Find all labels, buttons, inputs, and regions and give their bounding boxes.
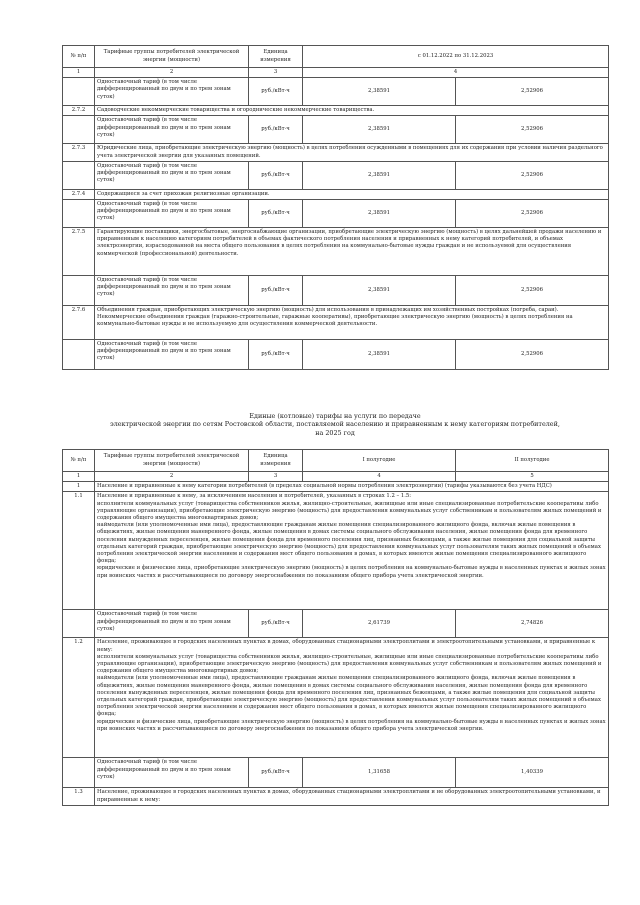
section-text: Гарантирующие поставщики, энергосбытовые, энергоснабжающие организации, приобретающие электрическую энергию (мощность) в целях дальнейшей продажи населению и приравненным к населению категориям потребителей в объемах фактического потребления населения и приравненных к нему категорий потребителей, и объемах электроэнергии, израсходованной на места общего пользования в целях потребления на коммунально-бытовые нужды граждан и не используемой для осуществления коммерческой (профессиональной) деятельности. xyxy=(95,228,609,276)
unit-cell: руб./кВт·ч xyxy=(249,610,303,638)
tariff-label: Одноставочный тариф (в том числе дифференцированный по двум и по трем зонам суток) xyxy=(95,78,249,106)
header-period: с 01.12.2022 по 31.12.2023 xyxy=(303,46,609,68)
unit-cell: руб./кВт·ч xyxy=(249,161,303,189)
section-row xyxy=(63,482,609,492)
tariff-label: Одноставочный тариф (в том числе дифференцированный по двум и по трем зонам суток) xyxy=(95,276,249,306)
header-half1: I полугодие xyxy=(303,450,456,472)
row-number: 1.1 xyxy=(63,492,95,610)
unit-cell: руб./кВт·ч xyxy=(249,200,303,228)
colnum: 5 xyxy=(456,472,609,482)
tariff-row xyxy=(63,200,609,228)
tariff-row xyxy=(63,610,609,638)
tariff-row xyxy=(63,161,609,189)
row-number: 2.7.4 xyxy=(63,189,95,199)
section-text: Содержащиеся за счет прихожан религиозные организации. xyxy=(95,189,609,199)
value-cell: 2,38591 xyxy=(303,161,456,189)
row-number: 2.7.6 xyxy=(63,306,95,340)
header-half2: II полугодие xyxy=(456,450,609,472)
value-cell: 2,52906 xyxy=(456,200,609,228)
unit-cell: руб./кВт·ч xyxy=(249,78,303,106)
header-unit: Единица измерения xyxy=(249,450,303,472)
section-row xyxy=(63,189,609,199)
tariff-label: Одноставочный тариф (в том числе дифференцированный по двум и по трем зонам суток) xyxy=(95,610,249,638)
tariff-label: Одноставочный тариф (в том числе дифференцированный по двум и по трем зонам суток) xyxy=(95,758,249,788)
section-text: Население, проживающее в городских населенных пунктах в домах, оборудованных стационарными электроплитами и не оборудованных электроотопительными установками, и приравненные к нему: xyxy=(95,788,609,805)
value-cell: 2,52906 xyxy=(456,340,609,370)
section-row xyxy=(63,306,609,340)
title-line: электрической энергии по сетям Ростовской области, поставляемой населению и приравненным к нему категориям потребителей, xyxy=(110,420,560,429)
colnum: 4 xyxy=(303,68,609,78)
header-no: № п/п xyxy=(63,450,95,472)
unit-cell: руб./кВт·ч xyxy=(249,116,303,144)
row-number: 2.7.2 xyxy=(63,106,95,116)
section-row xyxy=(63,788,609,805)
row-number: 1.2 xyxy=(63,638,95,758)
section-row xyxy=(63,228,609,276)
tariff-row xyxy=(63,758,609,788)
colnum: 3 xyxy=(249,68,303,78)
tariff-table-2022-2023 xyxy=(62,45,609,370)
header-groups: Тарифные группы потребителей электрической энергии (мощности) xyxy=(95,450,249,472)
value-cell: 2,38591 xyxy=(303,78,456,106)
value-cell: 1,31658 xyxy=(303,758,456,788)
value-cell: 2,38591 xyxy=(303,116,456,144)
section-row xyxy=(63,144,609,161)
colnum: 4 xyxy=(303,472,456,482)
row-number: 1 xyxy=(63,482,95,492)
section-row xyxy=(63,492,609,610)
tariff-row xyxy=(63,78,609,106)
tariff-row xyxy=(63,340,609,370)
header-no: № п/п xyxy=(63,46,95,68)
value-cell: 2,52906 xyxy=(456,161,609,189)
title-line: на 2025 год xyxy=(315,428,355,437)
tariff-row xyxy=(63,276,609,306)
tariff-label: Одноставочный тариф (в том числе дифференцированный по двум и по трем зонам суток) xyxy=(95,161,249,189)
section-text: Объединения граждан, приобретающих электрическую энергию (мощность) для использования в принадлежащих им хозяйственных постройках (погреба, сараи). Некоммерческие объединения граждан (гаражно-строительные, гаражные кооперативы), приобретающие электрическую энергию (мощность) в целях потребления на коммунально-бытовые нужды и не используемую для осуществления коммерческой деятельности. xyxy=(95,306,609,340)
colnum: 2 xyxy=(95,68,249,78)
header-unit: Единица измерения xyxy=(249,46,303,68)
section-text: Юридические лица, приобретающие электрическую энергию (мощность) в целях потребления осужденными в помещениях для их содержания при условии наличия раздельного учета электрической энергии для указанных помещений. xyxy=(95,144,609,161)
section-row xyxy=(63,106,609,116)
value-cell: 2,52906 xyxy=(456,276,609,306)
table-header-row xyxy=(63,450,609,472)
colnum: 1 xyxy=(63,68,95,78)
column-numbers-row xyxy=(63,68,609,78)
unit-cell: руб./кВт·ч xyxy=(249,758,303,788)
row-number: 1.3 xyxy=(63,788,95,805)
unit-cell: руб./кВт·ч xyxy=(249,340,303,370)
unit-cell: руб./кВт·ч xyxy=(249,276,303,306)
value-cell: 2,38591 xyxy=(303,340,456,370)
tariff-label: Одноставочный тариф (в том числе дифференцированный по двум и по трем зонам суток) xyxy=(95,340,249,370)
section-text: Население и приравненные к нему категории потребителей (в пределах социальной нормы потребления электроэнергии) (тарифы указываются без учета НДС) xyxy=(95,482,609,492)
table-header-row xyxy=(63,46,609,68)
section-row xyxy=(63,638,609,758)
title-line: Единые (котловые) тарифы на услуги по передаче xyxy=(249,412,421,420)
tariff-label: Одноставочный тариф (в том числе дифференцированный по двум и по трем зонам суток) xyxy=(95,200,249,228)
tariff-table-2025 xyxy=(62,449,609,806)
section-text: Население и приравненные к нему, за исключением населения и потребителей, указанных в строках 1.2 – 1.5: исполнители коммунальных услуг (товарищества собственников жилья, жилищно-строительные, жилищные или иные специализированные потребительские кооперативы либо управляющие организации), приобретающие электрическую энергию (мощность) для предоставления коммунальных услуг собственникам и пользователям жилых помещений и содержания общего имущества многоквартирных домов; наймодатели (или уполномоченные ими лица), предоставляющие гражданам жилые помещения специализированного жилищного фонда, включая жилые помещения в общежитиях, жилые помещения маневренного фонда, жилые помещения в домах системы социального обслуживания населения, жилые помещения фонда для временного поселения вынужденных переселенцев, жилые помещения фонда для временного поселения лиц, признанных беженцами, а также жилые помещения для социальной защиты отдельных категорий граждан, приобретающие электрическую энергию (мощность) для предоставления коммунальных услуг пользователям таких жилых помещений в объемах потребления электрической энергии населением и содержания мест общего пользования в домах, в которых имеются жилые помещения специализированного жилищного фонда; юридические и физические лица, приобретающие электрическую энергию (мощность) в целях потребления на коммунально-бытовые нужды в населенных пунктах и жилых зонах при воинских частях и рассчитывающиеся по договору энергоснабжения по показаниям общего прибора учета электрической энергии. xyxy=(95,492,609,610)
value-cell: 2,38591 xyxy=(303,200,456,228)
section-title xyxy=(62,412,608,437)
colnum: 3 xyxy=(249,472,303,482)
value-cell: 2,52906 xyxy=(456,116,609,144)
colnum: 1 xyxy=(63,472,95,482)
value-cell: 2,74826 xyxy=(456,610,609,638)
header-groups: Тарифные группы потребителей электрической энергии (мощности) xyxy=(95,46,249,68)
tariff-label: Одноставочный тариф (в том числе дифференцированный по двум и по трем зонам суток) xyxy=(95,116,249,144)
value-cell: 1,40339 xyxy=(456,758,609,788)
colnum: 2 xyxy=(95,472,249,482)
section-text: Население, проживающее в городских населенных пунктах в домах, оборудованных стационарными электроплитами и электроотопительными установками, и приравненные к нему: исполнители коммунальных услуг (товарищества собственников жилья, жилищно-строительные, жилищные или иные специализированные потребительские кооперативы либо управляющие организации), приобретающие электрическую энергию (мощность) для предоставления коммунальных услуг собственникам и пользователям жилых помещений и содержания общего имущества многоквартирных домов; наймодатели (или уполномоченные ими лица), предоставляющие гражданам жилые помещения специализированного жилищного фонда, включая жилые помещения в общежитиях, жилые помещения маневренного фонда, жилые помещения в домах системы социального обслуживания населения, жилые помещения фонда для временного поселения вынужденных переселенцев, жилые помещения фонда для временного поселения лиц, признанных беженцами, а также жилые помещения для социальной защиты отдельных категорий граждан, приобретающие электрическую энергию (мощность) для предоставления коммунальных услуг пользователям таких жилых помещений в объемах потребления электрической энергии населением и содержания мест общего пользования в домах, в которых имеются жилые помещения специализированного жилищного фонда; юридические и физические лица, приобретающие электрическую энергию (мощность) в целях потребления на коммунально-бытовые нужды в населенных пунктах и жилых зонах при воинских частях и рассчитывающиеся по договору энергоснабжения по показаниям общего прибора учета электрической энергии. xyxy=(95,638,609,758)
value-cell: 2,52906 xyxy=(456,78,609,106)
row-number: 2.7.3 xyxy=(63,144,95,161)
row-number: 2.7.5 xyxy=(63,228,95,276)
value-cell: 2,38591 xyxy=(303,276,456,306)
value-cell: 2,61739 xyxy=(303,610,456,638)
column-numbers-row xyxy=(63,472,609,482)
section-text: Садоводческие некоммерческие товарищества и огороднические некоммерческие товарищества. xyxy=(95,106,609,116)
tariff-row xyxy=(63,116,609,144)
